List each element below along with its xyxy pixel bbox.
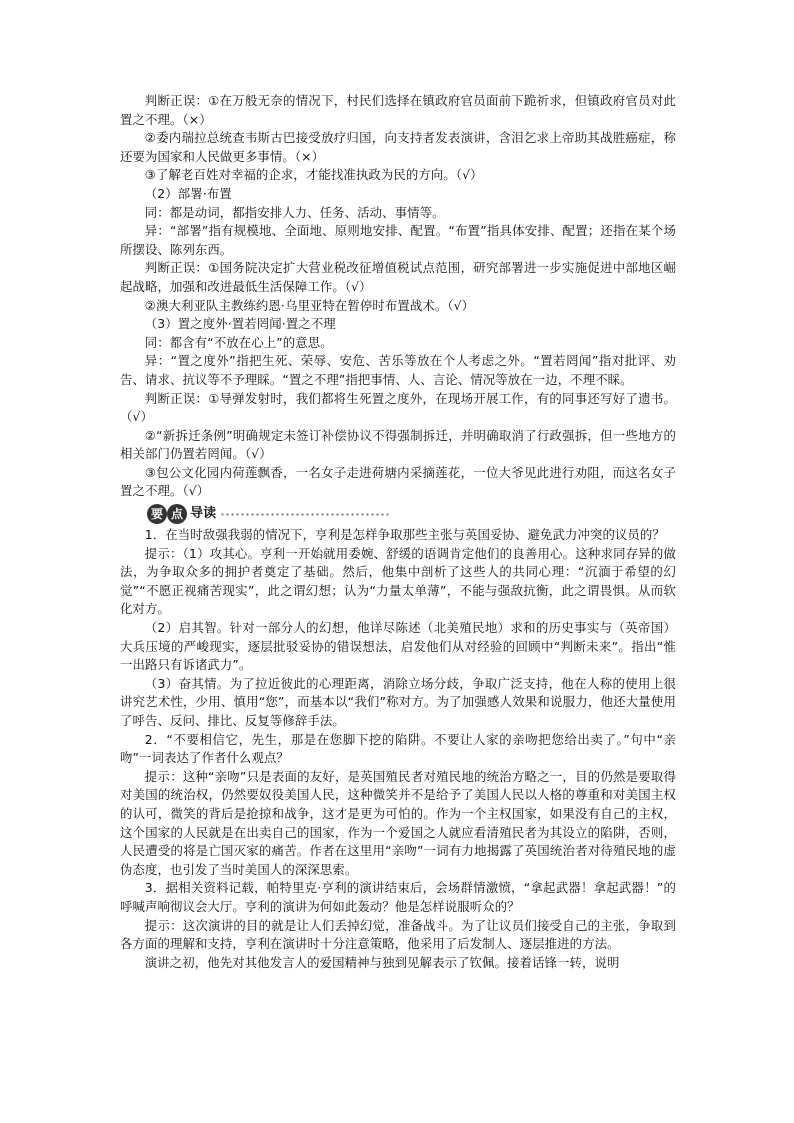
document-page (120, 92, 676, 972)
paragraph: （2）部署·布置 (144, 185, 232, 201)
paragraph: 2．“不要相信它，先生，那是在您脚下挖的陷阱。不要让人家的亲吻把您给出卖了。”句中“亲吻”一词表达了作者什么观点？ (120, 731, 676, 766)
paragraph: ②委内瑞拉总统查韦斯古巴接受放疗归国，向支持者发表演讲，含泪乞求上帝助其战胜癌症，称还要为国家和人民做更多事情。（×） (120, 130, 676, 164)
paragraph: （2）启其智。针对一部分人的幻想，他详尽陈述（北美殖民地）求和的历史事实与（英帝国）大兵压境的严峻现实，逐层批驳妥协的错误想法，启发他们从对经验的回顾中“判断未来”。指出“惟一出路只有诉诸武力”。 (120, 620, 676, 673)
paragraph: 异：“部署”指有规模地、全面地、原则地安排、配置。“布置”指具体安排、配置；还指在某个场所摆设、陈列东西。 (120, 223, 676, 257)
paragraph: ②“新拆迁条例”明确规定未签订补偿协议不得强制拆迁，并明确取消了行政强拆，但一些地方的相关部门仍置若罔闻。（√） (120, 427, 676, 462)
paragraph: 1．在当时敌强我弱的情况下，亨利是怎样争取那些主张与英国妥协、避免武力冲突的议员的？ (144, 527, 665, 543)
paragraph: 判断正误：①在万般无奈的情况下，村民们选择在镇政府官员面前下跪祈求，但镇政府官员对此置之不理。（×） (120, 93, 676, 127)
paragraph: （3）置之度外·置若罔闻·置之不理 (144, 316, 336, 332)
paragraph: 演讲之初，他先对其他发言人的爱国精神与独到见解表示了钦佩。接着话锋一转，说明 (144, 954, 620, 970)
paragraph: ③了解老百姓对幸福的企求，才能找准执政为民的方向。（√） (144, 167, 483, 183)
paragraph: 提示：（1）攻其心。亨利一开始就用委婉、舒缓的语调肯定他们的良善用心。这种求同存异的做法，为争取众多的拥护者奠定了基础。然后，他集中剖析了这些人的共同心理：“沉湎于希望的幻觉”“不愿正视痛苦现实”，此之谓幻想；认为“力量太单薄”，不能与强敌抗衡，此之谓畏惧。从而软化对方。 (120, 545, 676, 617)
heading-badge-1: 要 (147, 504, 167, 524)
paragraph: 判断正误：①国务院决定扩大营业税改征增值税试点范围，研究部署进一步实施促进中部地区崛起战略，加强和改进最低生活保障工作。（√） (120, 260, 676, 294)
heading-badge-2: 点 (167, 504, 187, 524)
vocabulary-section (120, 92, 676, 501)
paragraph: （3）奋其情。为了拉近彼此的心理距离，消除立场分歧，争取广泛支持，他在人称的使用上很讲究艺术性，少用、慎用“您”，而基本以“我们”称对方。为了加强感人效果和说服力，他还大量使用了呼告、反问、排比、反复等修辞手法。 (120, 675, 676, 728)
heading-dotted-rule (220, 511, 390, 518)
heading-title: 导读 (190, 505, 217, 521)
paragraph: 同：都是动词，都指安排人力、任务、活动、事情等。 (144, 204, 445, 220)
paragraph: ②澳大利亚队主教练约恩·乌里亚特在暂停时布置战术。（√） (144, 297, 475, 313)
key-points-section (120, 526, 676, 972)
paragraph: 判断正误：①导弹发射时，我们都将生死置之度外，在现场开展工作，有的同事还写好了遗书。（√） (120, 390, 676, 425)
paragraph: 提示：这次演讲的目的就是让人们丢掉幻觉，准备战斗。为了让议员们接受自己的主张，争取到各方面的理解和支持，亨利在演讲时十分注意策略，他采用了后发制人、逐层推进的方法。 (120, 917, 676, 952)
paragraph: 同：都含有“不放在心上”的意思。 (144, 334, 333, 350)
paragraph: 异：“置之度外”指把生死、荣辱、安危、苦乐等放在个人考虑之外。“置若罔闻”指对批评、劝告、请求、抗议等不予理睬。“置之不理”指把事情、人、言论、情况等放在一边，不理不睬。 (120, 353, 676, 387)
paragraph: ③包公文化园内荷莲飘香，一名女子走进荷塘内采摘莲花，一位大爷见此进行劝阻，而这名女子置之不理。（√） (120, 464, 676, 499)
paragraph: 3．据相关资料记载，帕特里克·亨利的演讲结束后，会场群情激愤，“拿起武器！拿起武器！”的呼喊声响彻议会大厅。亨利的演讲为何如此轰动？他是怎样说服听众的？ (120, 880, 676, 914)
section-heading (120, 503, 676, 525)
paragraph: 提示：这种“亲吻”只是表面的友好，是英国殖民者对殖民地的统治方略之一，目的仍然是要取得对美国的统治权，仍然要奴役美国人民，这种微笑并不是给予了美国人民以人格的尊重和对美国主权的认可，微笑的背后是抢掠和战争，这才是更为可怕的。作为一个主权国家，如果没有自己的主权，这个国家的人民就是在出卖自己的国家，作为一个爱国之人就应看清殖民者为其设立的陷阱，否则，人民遭受的将是亡国灭家的痛苦。作者在这里用“亲吻”一词有力地揭露了英国统治者对待殖民地的虚伪态度，也引发了当时美国人的深深思索。 (120, 768, 676, 877)
